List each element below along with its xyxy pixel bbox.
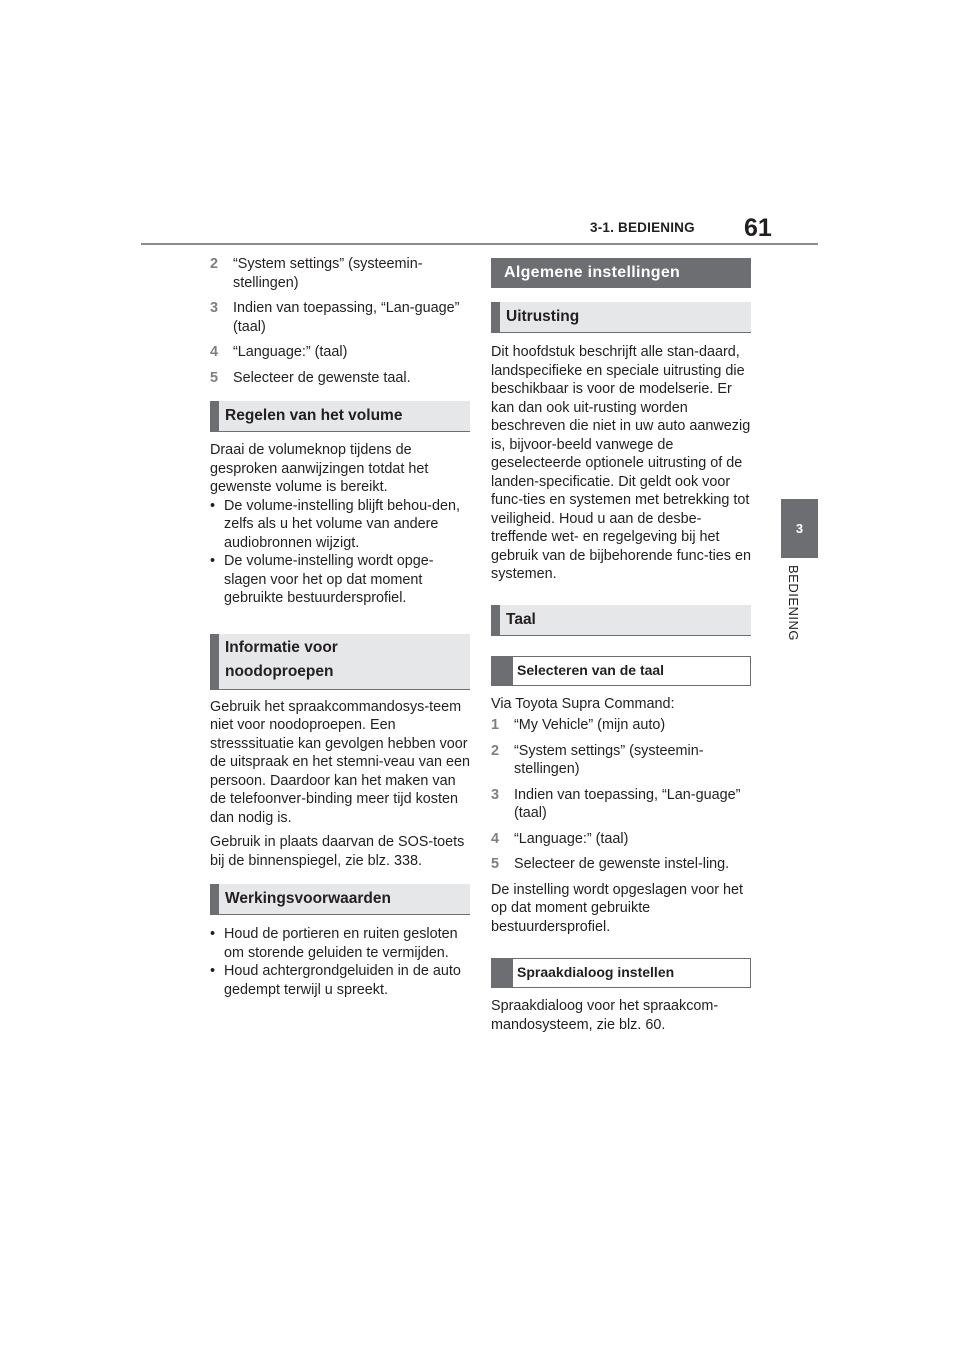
- step-text: “Language:” (taal): [233, 344, 348, 360]
- heading-line: noodoproepen: [225, 662, 334, 680]
- chapter-label: BEDIENING: [786, 565, 801, 642]
- step-text: “System settings” (systeemin-stellingen): [514, 742, 704, 777]
- bullet-item: [210, 552, 470, 608]
- step-text: Selecteer de gewenste taal.: [233, 369, 411, 386]
- bullet-text: De volume-instelling wordt opge-slagen voor het op dat moment gebruikte bestuurdersprofiel.: [224, 553, 434, 606]
- section-title: 3-1. BEDIENING: [590, 220, 695, 235]
- step-number: 4: [491, 830, 500, 847]
- heading-general-settings: Algemene instellingen: [491, 258, 751, 288]
- subheading-voice-dialog: Spraakdialoog instellen: [491, 958, 751, 988]
- step-item: [210, 255, 470, 292]
- step-number: 3: [491, 786, 500, 803]
- page-number: 61: [744, 214, 772, 242]
- step-item: [491, 855, 751, 874]
- bullet-item: [210, 925, 470, 962]
- language-intro: Via Toyota Supra Command:: [491, 695, 675, 712]
- subheading-select-language: Selecteren van de taal: [491, 656, 751, 686]
- bullet-item: [210, 962, 470, 999]
- heading-equipment: Uitrusting: [491, 302, 751, 333]
- heading-language: Taal: [491, 605, 751, 636]
- step-item: [210, 299, 470, 336]
- step-text: “System settings” (systeemin-stellingen): [233, 256, 423, 291]
- conditions-bullet-list: [210, 925, 470, 999]
- step-number: 4: [210, 344, 219, 360]
- step-item: [491, 786, 751, 823]
- step-number: 3: [210, 300, 219, 316]
- bullet-dot: •: [210, 963, 216, 979]
- step-item: [491, 830, 751, 849]
- step-number: 2: [491, 742, 500, 759]
- heading-line: Informatie voor: [225, 638, 338, 656]
- dialog-paragraph: Spraakdialoog voor het spraakcom-mandosysteem, zie blz. 60.: [491, 998, 719, 1033]
- step-text: Indien van toepassing, “Lan-guage” (taal): [514, 786, 741, 821]
- step-number: 5: [210, 369, 219, 386]
- step-number: 1: [491, 717, 500, 733]
- emergency-paragraph: Gebruik in plaats daarvan de SOS-toets bij de binnenspiegel, zie blz. 338.: [210, 834, 465, 869]
- header-divider: [141, 243, 818, 245]
- emergency-paragraph: Gebruik het spraakcommandosys-teem niet voor noodoproepen. Een stresssituatie kan gevolgen hebben voor de uitspraak en het stemni-veau van een persoon. Daardoor kan het maken van de telefoonver-binding meer tijd kosten dan nodig is.: [210, 698, 470, 826]
- bullet-dot: •: [210, 553, 216, 569]
- step-number: 5: [491, 856, 500, 872]
- volume-paragraph: Draai de volumeknop tijdens de gesproken aanwijzingen totdat het gewenste volume is bereikt.: [210, 442, 429, 495]
- volume-bullet-list: [210, 497, 470, 608]
- left-column: [210, 255, 470, 999]
- chapter-tab: 3: [781, 499, 818, 558]
- heading-volume: Regelen van het volume: [210, 401, 470, 432]
- step-item: [491, 716, 751, 735]
- step-item: [210, 343, 470, 362]
- step-text: “My Vehicle” (mijn auto): [514, 717, 666, 733]
- right-column: [491, 258, 751, 1040]
- bullet-dot: •: [210, 497, 216, 514]
- step-number: 2: [210, 256, 219, 272]
- bullet-dot: •: [210, 926, 216, 942]
- step-item: [210, 369, 470, 388]
- step-text: Selecteer de gewenste instel-ling.: [514, 856, 730, 872]
- bullet-text: Houd de portieren en ruiten gesloten om storende geluiden te vermijden.: [224, 926, 458, 961]
- heading-conditions: Werkingsvoorwaarden: [210, 884, 470, 915]
- step-text: Indien van toepassing, “Lan-guage” (taal): [233, 300, 460, 335]
- language-after-paragraph: De instelling wordt opgeslagen voor het op dat moment gebruikte bestuurdersprofiel.: [491, 881, 743, 935]
- bullet-text: Houd achtergrondgeluiden in de auto gedempt terwijl u spreekt.: [224, 963, 461, 998]
- step-text: “Language:” (taal): [514, 830, 629, 847]
- equipment-paragraph: Dit hoofdstuk beschrijft alle stan-daard, landspecifieke en speciale uitrusting die beschikbaar is voor de modelserie. Er kan dan ook uit-rusting worden beschreven die niet in uw auto aanwezig is, bijvoor-beeld vanwege de geselecteerde optionele uitrusting of de landen-specificatie. Dit geldt ook voor func-ties en systemen met betrekking tot veiligheid. Houd u aan de desbe-treffende wet- en regelgeving bij het gebruik van de bijbehorende func-ties en systemen.: [491, 344, 752, 582]
- bullet-item: [210, 497, 470, 553]
- heading-emergency: [210, 634, 470, 690]
- bullet-text: De volume-instelling blijft behou-den, zelfs als u het volume van andere audiobronnen wijzigt.: [224, 497, 460, 551]
- step-item: [491, 742, 751, 779]
